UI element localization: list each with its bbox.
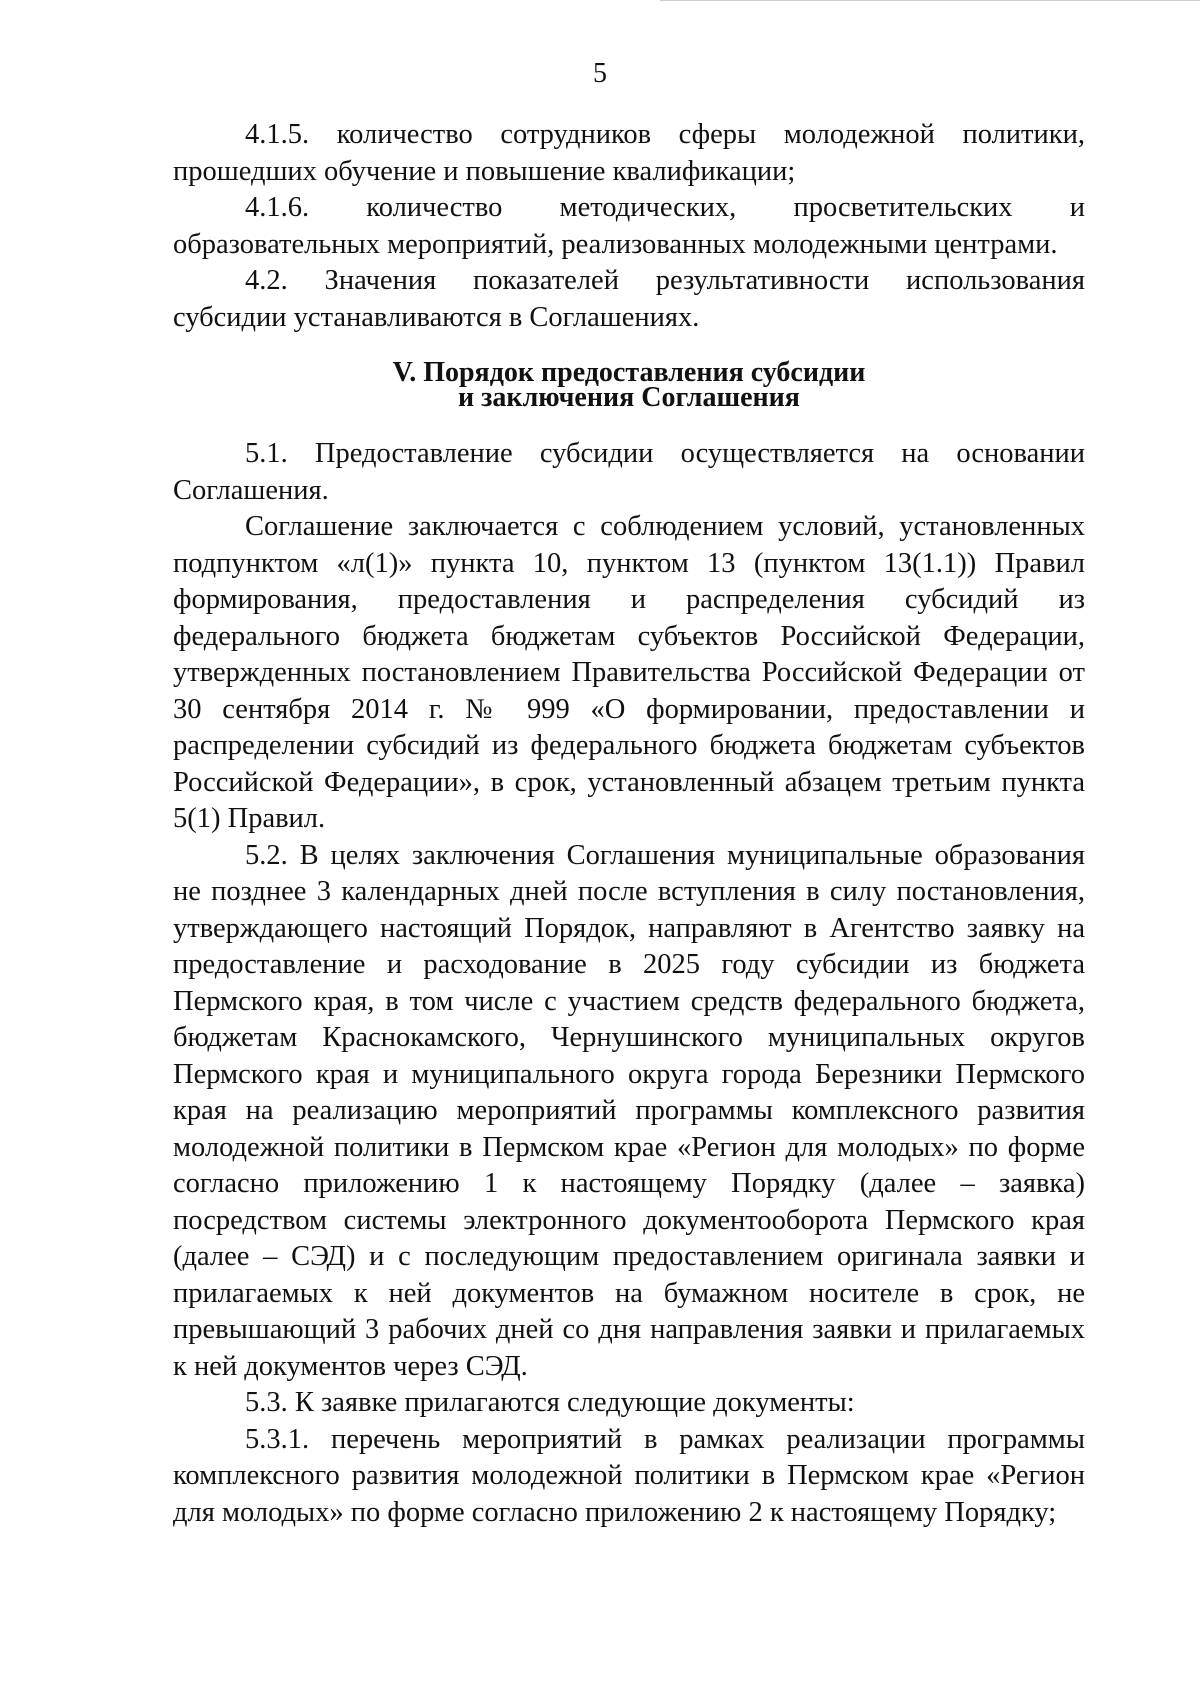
document-body <box>173 117 1085 1531</box>
paragraph-5-2: 5.2. В целях заключения Соглашения муниципальные образования не позднее 3 календарных дней после вступления в силу постановления, утверждающего настоящий Порядок, направляют в Агентство заявку на предоставление и расходование в 2025 году субсидии из бюджета Пермского края, в том числе с участием средств федерального бюджета, бюджетам Краснокамского, Чернушинского муниципальных округов Пермского края и муниципального округа города Березники Пермского края на реализацию мероприятий программы комплексного развития молодежной политики в Пермском крае «Регион для молодых» по форме согласно приложению 1 к настоящему Порядку (далее – заявка) посредством системы электронного документооборота Пермского края (далее – СЭД) и с последующим предоставлением оригинала заявки и прилагаемых к ней документов на бумажном носителе в срок, не превышающий 3 рабочих дней со дня направления заявки и прилагаемых к ней документов через СЭД. <box>173 839 1085 1382</box>
page-number: 5 <box>593 58 607 89</box>
section-heading <box>173 357 1085 413</box>
section-heading-line-2: и заключения Соглашения <box>458 382 800 413</box>
scan-edge-line <box>660 0 1200 1</box>
paragraph-4-2: 4.2. Значения показателей результативности использования субсидии устанавливаются в Соглашениях. <box>173 265 1085 333</box>
paragraph-4-1-5: 4.1.5. количество сотрудников сферы молодежной политики, прошедших обучение и повышение квалификации; <box>173 119 1085 187</box>
paragraph-5-3: 5.3. К заявке прилагаются следующие документы: <box>245 1387 855 1418</box>
paragraph-4-1-6: 4.1.6. количество методических, просветительских и образовательных мероприятий, реализованных молодежными центрами. <box>173 192 1085 260</box>
paragraph-agreement-conditions: Соглашение заключается с соблюдением условий, установленных подпунктом «л(1)» пункта 10, пунктом 13 (пунктом 13(1.1)) Правил формирования, предоставления и распределения субсидий из федерального бюджета бюджетам субъектов Российской Федерации, утвержденных постановлением Правительства Российской Федерации от 30 сентября 2014 г. № 999 «О формировании, предоставлении и распределении субсидий из федерального бюджета бюджетам субъектов Российской Федерации», в срок, установленный абзацем третьим пункта 5(1) Правил. <box>173 511 1085 834</box>
section-heading-line-1: V. Порядок предоставления субсидии <box>392 357 866 388</box>
paragraph-5-3-1: 5.3.1. перечень мероприятий в рамках реализации программы комплексного развития молодежной политики в Пермском крае «Регион для молодых» по форме согласно приложению 2 к настоящему Порядку; <box>173 1423 1085 1528</box>
paragraph-5-1: 5.1. Предоставление субсидии осуществляется на основании Соглашения. <box>173 438 1085 506</box>
